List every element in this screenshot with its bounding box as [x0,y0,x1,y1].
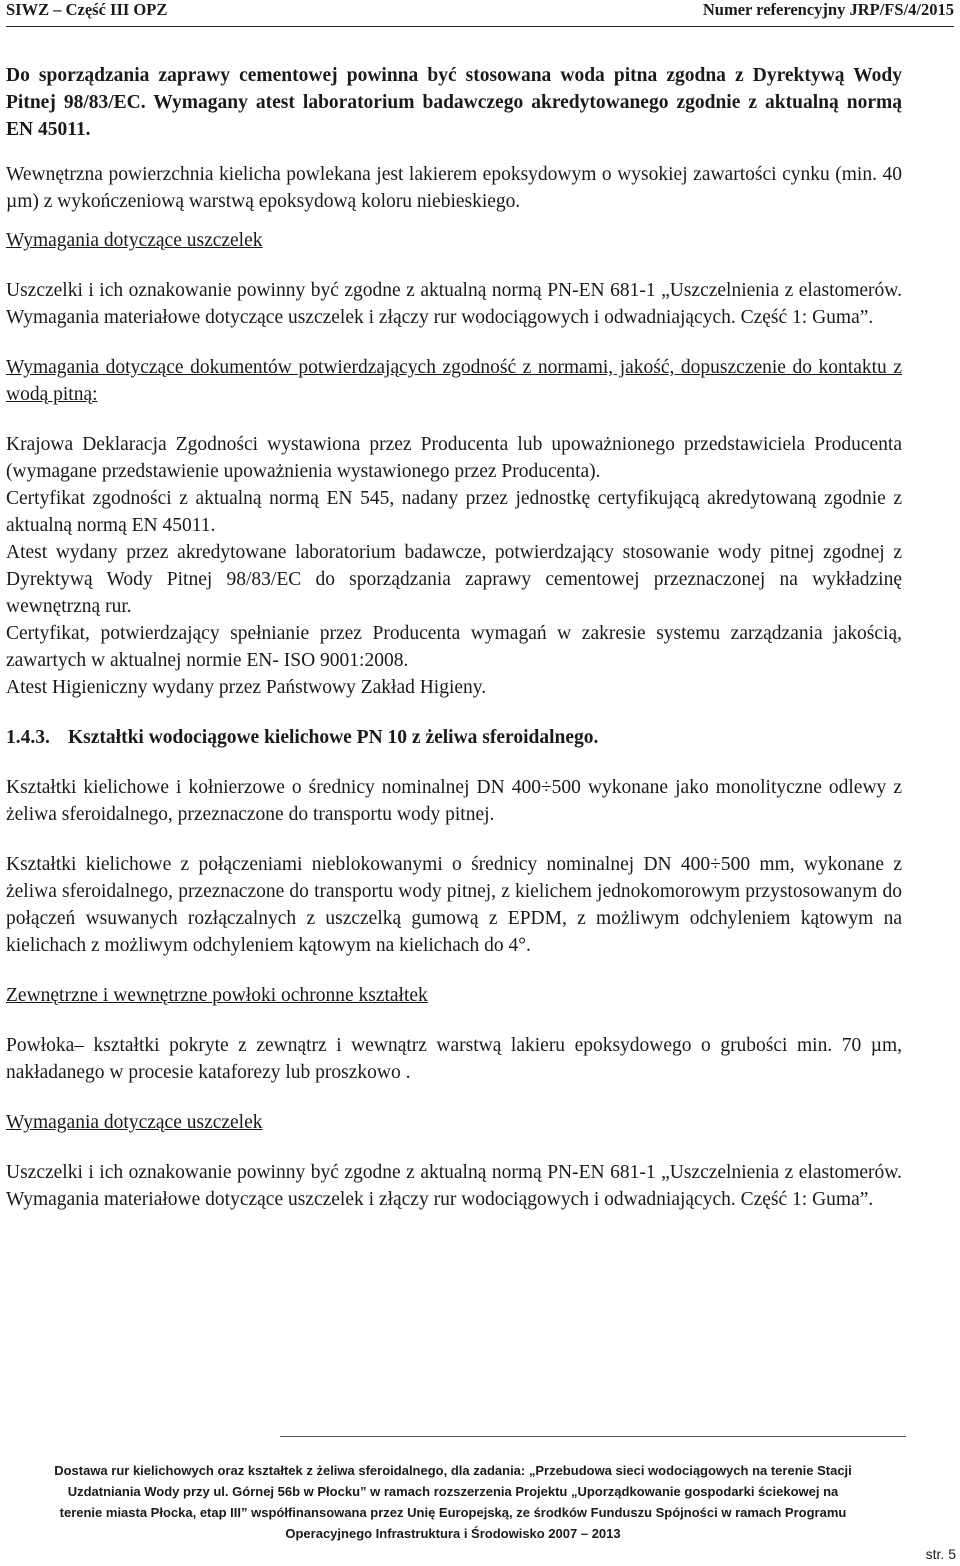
heading-gaskets-1: Wymagania dotyczące uszczelek [6,230,263,251]
page-body [6,62,902,1213]
page-footer [10,1460,896,1544]
paragraph-iso-certificate: Certyfikat, potwierdzający spełnianie przez Producenta wymagań w zakresie systemu zarządzania jakością, zawartych w aktualnej normie EN- ISO 9001:2008. [6,623,902,671]
paragraph-water-requirement: Do sporządzania zaprawy cementowej powinna być stosowana woda pitna zgodna z Dyrektywą Wody Pitnej 98/83/EC. Wymagany atest laboratorium badawczego akredytowanego zgodnie z aktualną normą EN 45011. [6,65,902,140]
header-reference-number: Numer referencyjny JRP/FS/4/2015 [702,0,954,19]
page-header [6,0,954,30]
heading-coatings: Zewnętrzne i wewnętrzne powłoki ochronne kształtek [6,985,428,1006]
heading-gaskets-2: Wymagania dotyczące uszczelek [6,1112,263,1133]
paragraph-gaskets-2: Uszczelki i ich oznakowanie powinny być zgodne z aktualną normą PN-EN 681-1 „Uszczelnienia z elastomerów. Wymagania materiałowe dotyczące uszczelek i złączy rur wodociągowych i odwadniających. Część 1: Guma”. [6,1162,902,1210]
section-title: Kształtki wodociągowe kielichowe PN 10 z żeliwa sferoidalnego. [68,727,599,748]
paragraph-lab-attestation: Atest wydany przez akredytowane laboratorium badawcze, potwierdzający stosowanie wody pitnej zgodnej z Dyrektywą Wody Pitnej 98/83/EC do sporządzania zaprawy cementowej przeznaczonej na wykładzinę wewnętrzną rur. [6,542,902,617]
paragraph-hygiene-attestation: Atest Higieniczny wydany przez Państwowy Zakład Higieny. [6,677,487,698]
header-left: SIWZ – Część III OPZ [6,0,168,19]
header-rule [6,26,954,27]
paragraph-inner-coating: Wewnętrzna powierzchnia kielicha powlekana jest lakierem epoksydowym o wysokiej zawartości cynku (min. 40 µm) z wykończeniową warstwą epoksydową koloru niebieskiego. [6,164,902,212]
footer-line: Uzdatniania Wody przy ul. Górnej 56b w Płocku” w ramach rozszerzenia Projektu „Uporządkowanie gospodarki ściekowej na [67,1484,839,1499]
footer-line: Operacyjnego Infrastruktura i Środowisko 2007 – 2013 [285,1526,621,1541]
paragraph-gaskets-1: Uszczelki i ich oznakowanie powinny być zgodne z aktualną normą PN-EN 681-1 „Uszczelnienia z elastomerów. Wymagania materiałowe dotyczące uszczelek i złączy rur wodociągowych i odwadniających. Część 1: Guma”. [6,280,902,328]
footer-rule [280,1436,906,1437]
paragraph-fittings-dn: Kształtki kielichowe i kołnierzowe o średnicy nominalnej DN 400÷500 wykonane jako monolityczne odlewy z żeliwa sferoidalnego, przeznaczone do transportu wody pitnej. [6,777,902,825]
footer-line: terenie miasta Płocka, etap III” współfinansowana przez Unię Europejską, ze środków Funduszu Spójności w ramach Programu [59,1505,847,1520]
page-number: str. 5 [925,1546,956,1562]
section-heading [6,724,902,751]
paragraph-declaration: Krajowa Deklaracja Zgodności wystawiona przez Producenta lub upoważnionego przedstawiciela Producenta (wymagane przedstawienie upoważnienia wystawionego przez Producenta). [6,434,902,482]
paragraph-fittings-joints: Kształtki kielichowe z połączeniami nieblokowanymi o średnicy nominalnej DN 400÷500 mm, wykonane z żeliwa sferoidalnego, przeznaczone do transportu wody pitnej, z kielichem jednokomorowym przystosowanym do połączeń wsuwanych rozłączalnych z uszczelką gumową z EPDM, z możliwym odchyleniem kątowym na kielichach z możliwym odchyleniem kątowym na kielichach do 4°. [6,854,902,956]
paragraph-coating: Powłoka– kształtki pokryte z zewnątrz i wewnątrz warstwą lakieru epoksydowego o grubości min. 70 µm, nakładanego w procesie kataforezy lub proszkowo . [6,1035,902,1083]
section-number: 1.4.3. [6,727,50,748]
heading-documents: Wymagania dotyczące dokumentów potwierdzających zgodność z normami, jakość, dopuszczenie do kontaktu z wodą pitną: [6,357,902,405]
paragraph-certificate-en545: Certyfikat zgodności z aktualną normą EN 545, nadany przez jednostkę certyfikującą akredytowaną zgodnie z aktualną normą EN 45011. [6,488,902,536]
footer-line: Dostawa rur kielichowych oraz kształtek z żeliwa sferoidalnego, dla zadania: „Przebudowa sieci wodociągowych na terenie Stacji [54,1463,852,1478]
